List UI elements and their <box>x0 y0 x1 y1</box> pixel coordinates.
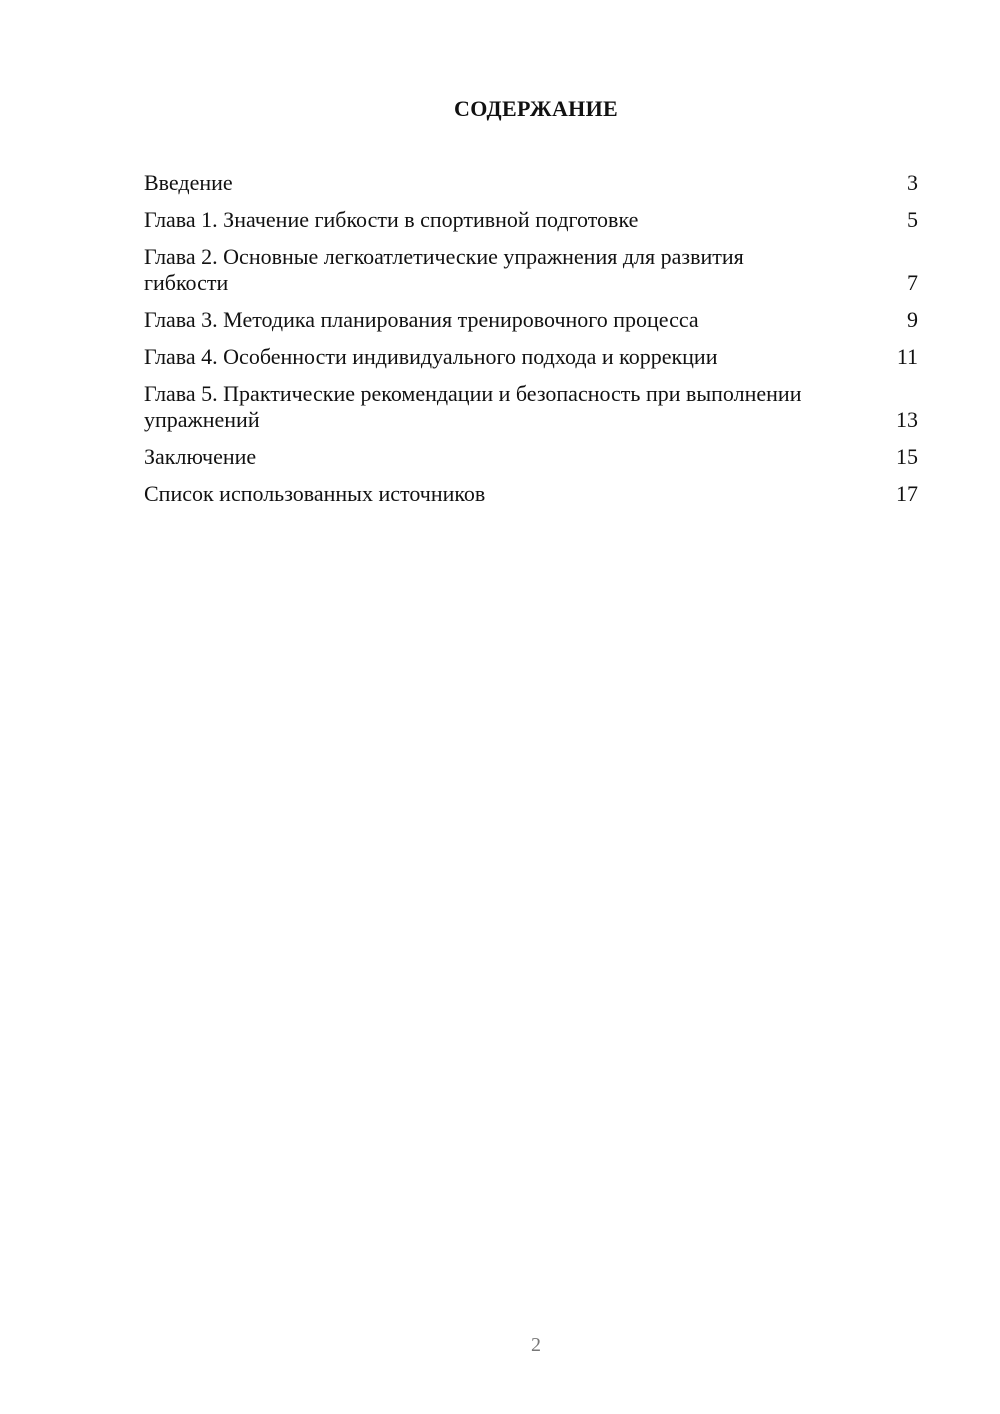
page-number: 2 <box>531 1334 541 1356</box>
toc-entry-chapter-3[interactable] <box>144 307 918 333</box>
toc-entry-text: Заключение <box>144 444 257 469</box>
toc-entry-text: Глава 3. Методика планирования тренировочного процесса <box>144 307 699 332</box>
toc-entry-page: 11 <box>896 344 918 369</box>
toc-entry-text: Глава 1. Значение гибкости в спортивной подготовке <box>144 207 639 232</box>
toc-entry-page: 17 <box>896 481 918 506</box>
table-of-contents <box>144 170 918 518</box>
toc-entry-conclusion[interactable] <box>144 444 918 470</box>
toc-entry-text: Глава 5. Практические рекомендации и безопасность при выполнении упражнений <box>144 381 802 432</box>
toc-entry-page: 13 <box>896 407 918 432</box>
toc-entry-page: 9 <box>907 307 918 332</box>
toc-entry-page: 3 <box>907 170 918 195</box>
page-title: СОДЕРЖАНИЕ <box>454 96 618 121</box>
toc-entry-text: Список использованных источников <box>144 481 486 506</box>
toc-entry-text: Глава 2. Основные легкоатлетические упражнения для развития гибкости <box>144 244 744 295</box>
toc-entry-chapter-5[interactable] <box>144 381 918 433</box>
toc-entry-references[interactable] <box>144 481 918 507</box>
toc-entry-text: Введение <box>144 170 233 195</box>
toc-entry-page: 15 <box>896 444 918 469</box>
toc-entry-chapter-1[interactable] <box>144 207 918 233</box>
toc-entry-chapter-4[interactable] <box>144 344 918 370</box>
toc-entry-page: 7 <box>907 270 918 295</box>
toc-entry-text: Глава 4. Особенности индивидуального подхода и коррекции <box>144 344 718 369</box>
toc-entry-chapter-2[interactable] <box>144 244 918 296</box>
toc-entry-page: 5 <box>907 207 918 232</box>
toc-entry-introduction[interactable] <box>144 170 918 196</box>
